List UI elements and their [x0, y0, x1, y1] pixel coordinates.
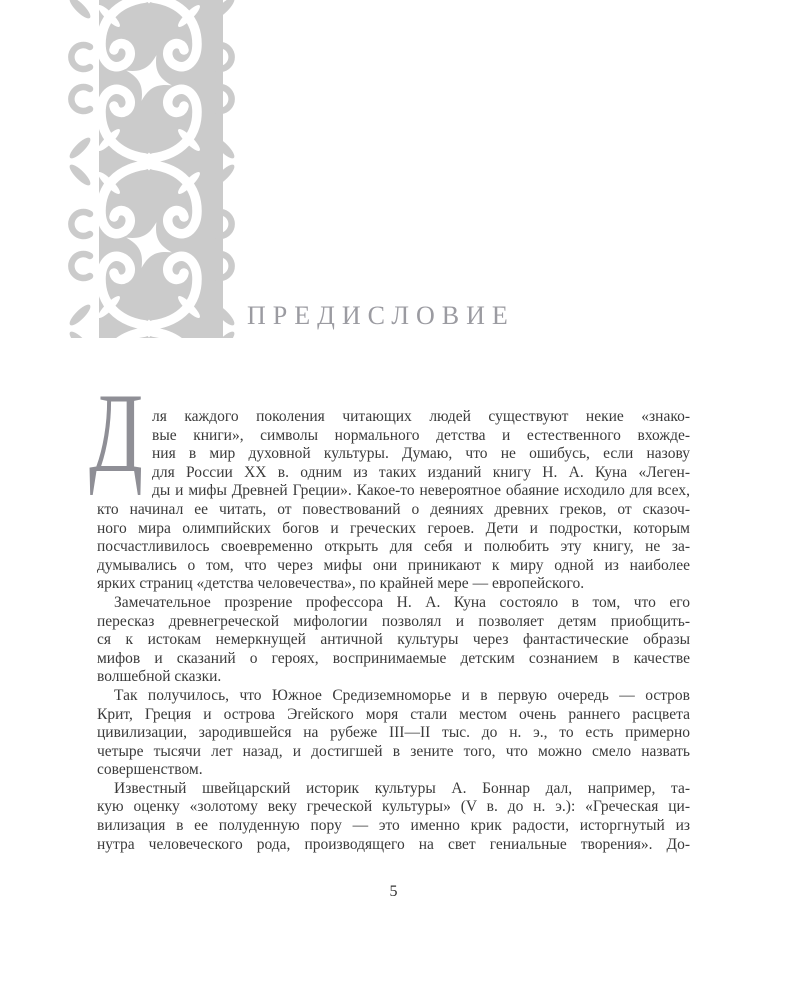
paragraph-4: [97, 780, 690, 854]
text-line: пересказ древнегреческой мифологии позволял и позволяет детям приобщить-: [97, 612, 690, 630]
text-line: ды и мифы Древней Греции». Какое-то невероятное обаяние исходило для всех,: [152, 482, 690, 500]
drop-cap: Д: [89, 371, 143, 496]
text-line: мифов и сказаний о героях, воспринимаемые детским сознанием в качестве: [97, 649, 690, 667]
text-line: ярких страниц «детства человечества», по крайней мере — европейского.: [97, 575, 585, 593]
text-line: кую оценку «золотому веку греческой культуры» (V в. до н. э.): «Греческая ци-: [97, 798, 690, 816]
text-line: ния в мир духовной культуры. Думаю, что не ошибусь, если назову: [152, 445, 690, 463]
body-text: [89, 371, 690, 854]
paragraph-2: [97, 594, 690, 687]
text-line: думывались о том, что через мифы они приникают к миру одной из наиболее: [97, 556, 690, 574]
paragraph-1: [97, 408, 690, 594]
text-line: вые книги», символы нормального детства и естественного вхожде-: [152, 426, 690, 444]
paragraph-3: [97, 687, 690, 780]
text-line: ля каждого поколения читающих людей существуют некие «знако-: [152, 408, 690, 425]
text-line: вилизация в ее полуденную пору — это именно крик радости, исторгнутый из: [97, 817, 690, 835]
text-line: Известный швейцарский историк культуры А. Боннар дал, например, та-: [114, 779, 690, 797]
text-line: Крит, Греция и острова Эгейского моря стали местом очень раннего расцвета: [97, 705, 690, 723]
chapter-title: ПРЕДИСЛОВИЕ: [247, 301, 515, 330]
text-line: ся к истокам немеркнущей античной культуры через фантастические образы: [97, 631, 690, 649]
text-line: волшебной сказки.: [97, 668, 222, 686]
text-line: Так получилось, что Южное Средиземноморье и в первую очередь — остров: [114, 686, 690, 704]
page-number: 5: [389, 883, 398, 900]
text-line: четыре тысячи лет назад, и достигшей в зените того, что можно смело назвать: [97, 742, 690, 760]
text-line: совершенством.: [97, 761, 203, 779]
text-line: для России XX в. одним из таких изданий книгу Н. А. Куна «Леген-: [152, 463, 690, 481]
text-line: ного мира олимпийских богов и греческих героев. Дети и подростки, которым: [97, 519, 690, 537]
text-line: нутра человеческого рода, производящего на свет гениальные творения». До-: [97, 835, 690, 853]
text-line: цивилизации, зародившейся на рубеже III—II тыс. до н. э., то есть примерно: [97, 724, 690, 742]
arabesque-ornament-icon: [63, 0, 240, 338]
text-line: посчастливилось своевременно открыть для себя и полюбить эту книгу, не за-: [97, 538, 690, 556]
text-line: кто начинал ее читать, от повествований о деяниях древних греков, от сказоч-: [97, 500, 690, 518]
text-line: Замечательное прозрение профессора Н. А. Куна состояло в том, что его: [114, 593, 690, 611]
